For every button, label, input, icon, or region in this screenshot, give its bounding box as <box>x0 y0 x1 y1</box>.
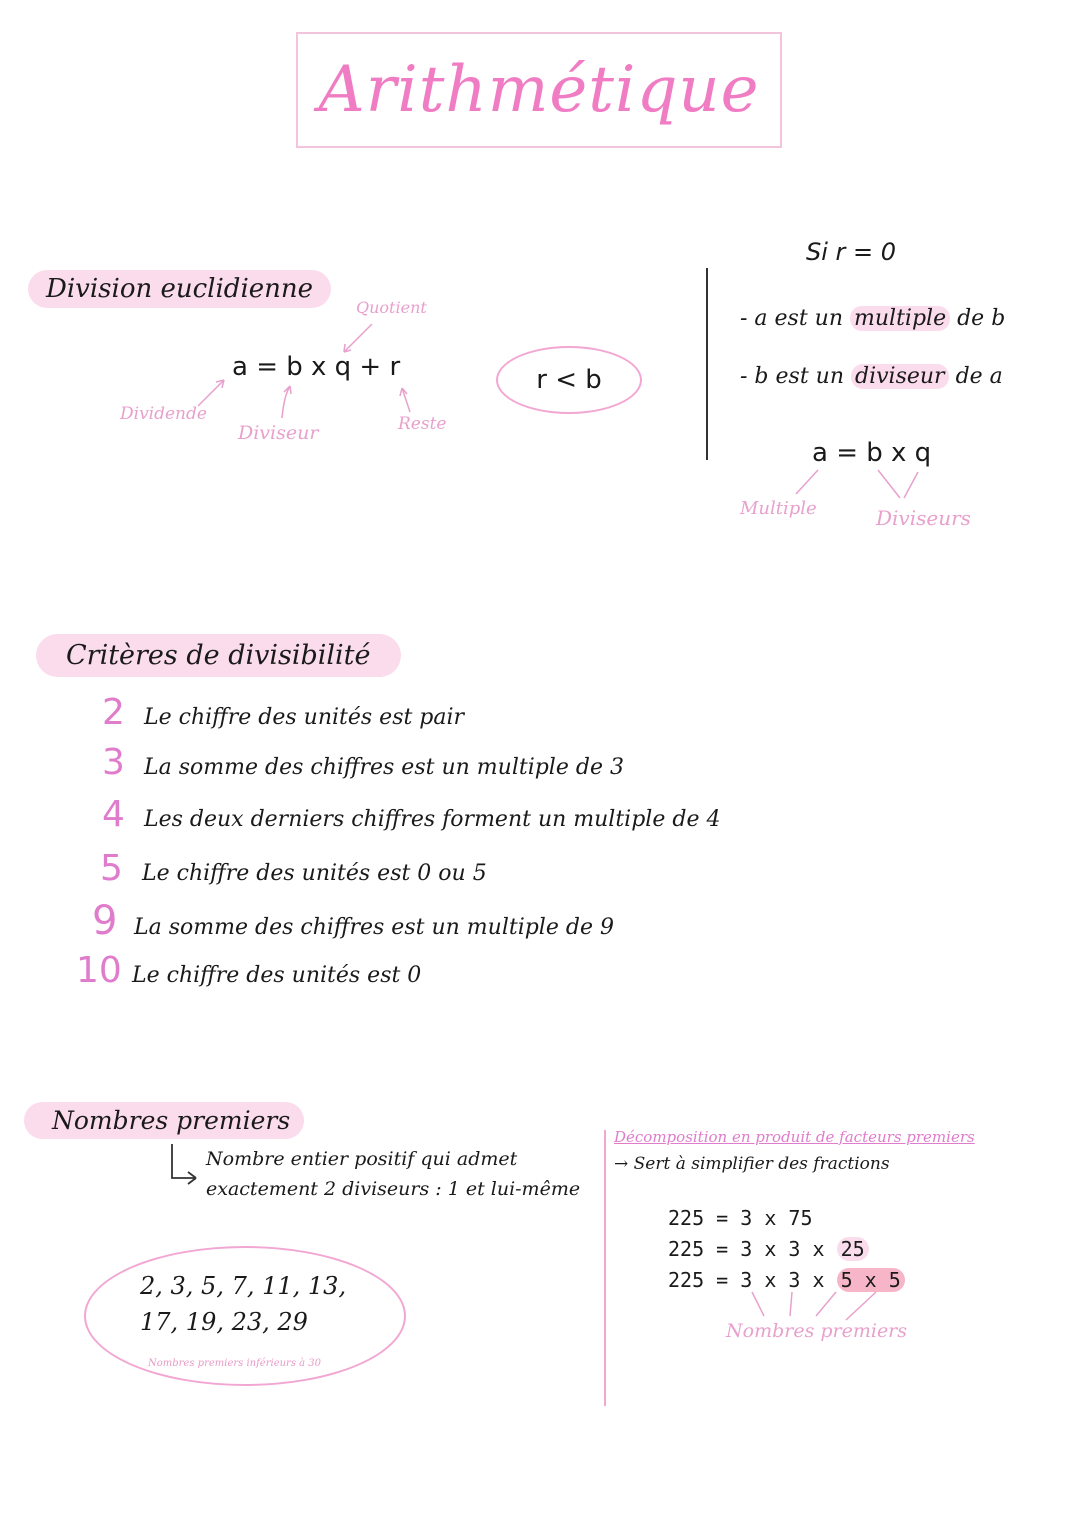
statement-multiple-hl: multiple <box>850 306 950 331</box>
criterion-text: Le chiffre des unités est 0 ou 5 <box>142 861 487 886</box>
criterion-text: La somme des chiffres est un multiple de 3 <box>144 755 624 780</box>
label-quotient: Quotient <box>356 298 427 317</box>
statement-multiple-post: de b <box>950 306 1006 331</box>
label-diviseur: Diviseur <box>238 422 319 444</box>
division-formula: a = b x q + r <box>232 352 401 382</box>
decomp-purpose: → Sert à simplifier des fractions <box>614 1154 890 1174</box>
label-multiple: Multiple <box>740 498 817 519</box>
if-heading: Si r = 0 <box>806 238 897 266</box>
criterion-number: 10 <box>76 950 122 991</box>
dividende-arrow <box>198 380 224 406</box>
decomp-line-2-hl: 25 <box>837 1237 869 1261</box>
decomp-line-1-pre: 225 = 3 x <box>668 1206 789 1230</box>
criteria-heading: Critères de divisibilité <box>36 634 401 677</box>
criterion-text: La somme des chiffres est un multiple de 9 <box>134 915 614 940</box>
decomp-line-3-pre: 225 = 3 x 3 x <box>668 1268 837 1292</box>
division-heading: Division euclidienne <box>28 270 331 308</box>
label-diviseurs: Diviseurs <box>876 506 971 530</box>
decomp-label: Nombres premiers <box>726 1320 908 1342</box>
criterion-number: 4 <box>102 794 125 835</box>
criterion-number: 5 <box>100 848 123 889</box>
label-dividende: Dividende <box>120 404 207 424</box>
decomp-line-3-hl: 5 x 5 <box>837 1268 905 1292</box>
diviseurs-lines <box>878 470 918 498</box>
criterion-text: Le chiffre des unités est pair <box>144 705 465 730</box>
statement-multiple-pre: - a est un <box>740 306 851 331</box>
reste-arrow <box>402 388 410 412</box>
prime-factor-lines <box>752 1292 876 1320</box>
criterion-number: 2 <box>102 692 125 733</box>
prime-definition-line2: exactement 2 diviseurs : 1 et lui-même <box>206 1178 581 1200</box>
label-reste: Reste <box>398 414 447 434</box>
prime-definition-line1: Nombre entier positif qui admet <box>206 1148 518 1170</box>
criterion-number: 9 <box>92 898 118 944</box>
statement-diviseur-hl: diviseur <box>851 364 949 389</box>
statement-diviseur-post: de a <box>948 364 1003 389</box>
multiple-line <box>796 470 818 494</box>
criterion-number: 3 <box>102 742 125 783</box>
decomp-line-2-pre: 225 = 3 x 3 x <box>668 1237 837 1261</box>
primes-heading: Nombres premiers <box>24 1102 304 1139</box>
criterion-text: Les deux derniers chiffres forment un multiple de 4 <box>144 807 721 832</box>
prime-list-caption: Nombres premiers inférieurs à 30 <box>148 1358 322 1369</box>
definition-connector <box>172 1144 196 1178</box>
prime-list-line1: 2, 3, 5, 7, 11, 13, <box>140 1272 347 1300</box>
formula-2: a = b x q <box>812 438 932 468</box>
prime-list-line2: 17, 19, 23, 29 <box>140 1308 308 1336</box>
page-title: Arithmétique <box>318 53 760 127</box>
decomp-line-1-hl: 75 <box>788 1206 813 1230</box>
decomp-heading: Décomposition en produit de facteurs premiers <box>614 1128 975 1146</box>
quotient-arrow <box>344 324 372 352</box>
criterion-text: Le chiffre des unités est 0 <box>132 963 422 988</box>
statement-diviseur-pre: - b est un <box>740 364 851 389</box>
condition-text: r < b <box>536 365 602 395</box>
